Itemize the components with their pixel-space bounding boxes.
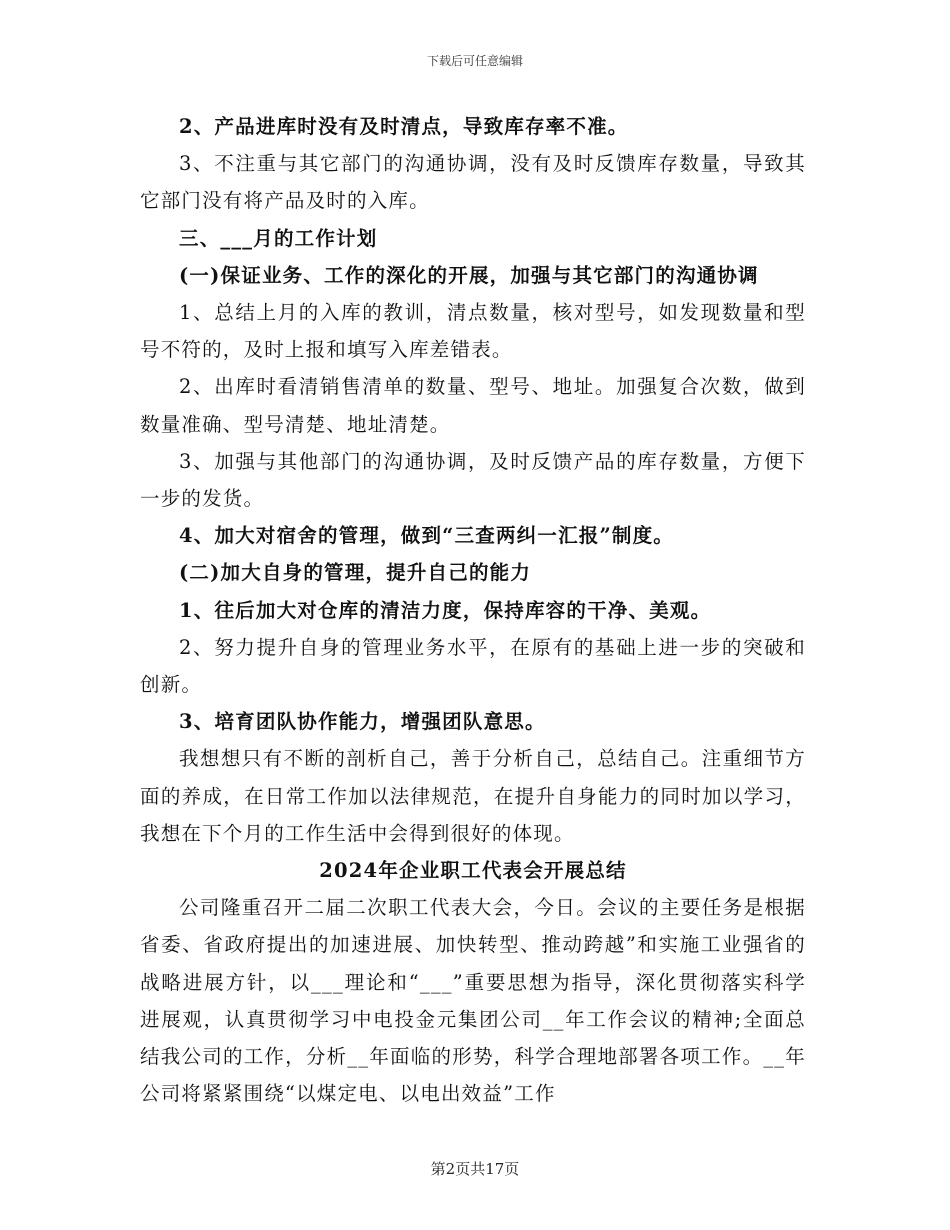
paragraph-conclusion: 我想想只有不断的剖析自己，善于分析自己，总结自己。注重细节方面的养成，在日常工作加以法律规范，在提升自身能力的同时加以学习，我想在下个月的工作生活中会得到很好的体现。 xyxy=(140,747,806,845)
section-heading-plan: 三、___月的工作计划 xyxy=(179,226,378,250)
paragraph-issue-3: 3、不注重与其它部门的沟通协调，没有及时反馈库存数量，导致其它部门没有将产品及时的入库。 xyxy=(140,152,806,213)
paragraph-self-1: 1、往后加大对仓库的清洁力度，保持库容的干净、美观。 xyxy=(179,598,712,622)
paragraph-self-2: 2、努力提升自身的管理业务水平，在原有的基础上进一步的突破和创新。 xyxy=(140,635,806,697)
paragraph-plan-1: 1、总结上月的入库的教训，清点数量，核对型号，如发现数量和型号不符的，及时上报和填写入库差错表。 xyxy=(140,301,806,362)
document-body xyxy=(140,108,806,1112)
paragraph-article-intro: 公司隆重召开二届二次职工代表大会，今日。会议的主要任务是根据省委、省政府提出的加速进展、加快转型、推动跨越”和实施工业强省的战略进展方针，以___理论和“___”重要思想为指导，深化贯彻落实科学进展观，认真贯彻学习中电投金元集团公司__年工作会议的精神;全面总结我公司的工作，分析__年面临的形势，科学合理地部署各项工作。__年公司将紧紧围绕“以煤定电、以电出效益”工作 xyxy=(140,896,806,1106)
paragraph-plan-4: 4、加大对宿舍的管理，做到“三查两纠一汇报”制度。 xyxy=(179,524,675,548)
page-number: 第2页共17页 xyxy=(430,1160,520,1178)
subsection-heading-2: (二)加大自身的管理，提升自己的能力 xyxy=(179,561,532,585)
paragraph-issue-2: 2、产品进库时没有及时清点，导致库存率不准。 xyxy=(179,115,629,138)
paragraph-plan-2: 2、出库时看清销售清单的数量、型号、地址。加强复合次数，做到数量准确、型号清楚、地址清楚。 xyxy=(140,375,806,436)
article-title: 2024年企业职工代表会开展总结 xyxy=(319,859,627,883)
page-header-note: 下载后可任意编辑 xyxy=(426,54,523,68)
paragraph-plan-3: 3、加强与其他部门的沟通协调，及时反馈产品的库存数量，方便下一步的发货。 xyxy=(140,449,806,511)
subsection-heading-1: (一)保证业务、工作的深化的开展，加强与其它部门的沟通协调 xyxy=(179,263,759,287)
paragraph-self-3: 3、培育团队协作能力，增强团队意思。 xyxy=(179,710,546,734)
